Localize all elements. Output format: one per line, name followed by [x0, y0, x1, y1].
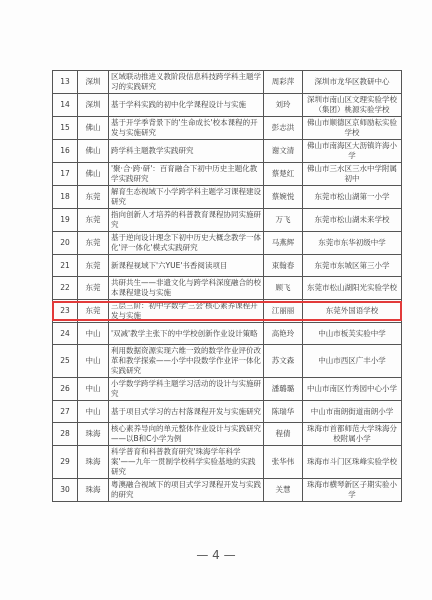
page-number: — 4 —: [196, 548, 236, 562]
table-row: [53, 345, 402, 378]
row-person: 江丽丽: [264, 300, 303, 323]
row-title: 指向创新人才培养的科普教育课程协同实施研究: [109, 209, 264, 232]
row-city: 中山: [78, 378, 109, 401]
row-number: 24: [53, 323, 78, 345]
row-number: 14: [53, 94, 78, 117]
row-school: 佛山市三水区三水中学附属初中: [303, 163, 402, 186]
row-number: 17: [53, 163, 78, 186]
row-title: 区域联动推进义教阶段信息科技跨学科主题学习的实践研究: [109, 71, 264, 94]
row-title: 基于逆向设计理念下初中历史大概念教学一体化'评一体化'模式实践研究: [109, 232, 264, 255]
row-school: 东莞外国语学校: [303, 300, 402, 323]
table-row: [53, 479, 402, 502]
row-title: 基于项目式学习的古村落课程开发与实施研究: [109, 401, 264, 423]
row-title: 解育生态视域下小学跨学科主题学习课程建设研究: [109, 186, 264, 209]
row-number: 18: [53, 186, 78, 209]
row-school: 中山市南朗街道南朗小学: [303, 401, 402, 423]
row-number: 19: [53, 209, 78, 232]
row-title: '双减'教学主张下的中学校创新作业设计策略: [109, 323, 264, 345]
row-city: 东莞: [78, 300, 109, 323]
table-row: [53, 71, 402, 94]
row-title: 基于学科实践的初中化学课程设计与实施: [109, 94, 264, 117]
row-city: 中山: [78, 401, 109, 423]
table-row: [53, 117, 402, 140]
row-person: 束翰春: [264, 255, 303, 277]
table-row: [53, 401, 402, 423]
row-number: 23: [53, 300, 78, 323]
row-school: 珠海市横琴新区子期实验小学: [303, 479, 402, 502]
table-row: [53, 163, 402, 186]
row-person: 陈瑞华: [264, 401, 303, 423]
row-title: 利用数据资源实现六维一致的数学作业评价改革和教学探索——小学中段数学作业评一体化实践研究: [109, 345, 264, 378]
row-city: 珠海: [78, 423, 109, 446]
row-number: 22: [53, 277, 78, 300]
table-row: [53, 423, 402, 446]
row-city: 深圳: [78, 71, 109, 94]
row-number: 13: [53, 71, 78, 94]
row-person: 万飞: [264, 209, 303, 232]
row-school: 中山市西区广丰小学: [303, 345, 402, 378]
row-school: 东莞市松山湖第一小学: [303, 186, 402, 209]
row-number: 21: [53, 255, 78, 277]
row-person: 顾飞: [264, 277, 303, 300]
row-person: 关慧: [264, 479, 303, 502]
row-title: 粤澳融合视域下的项目式学习课程开发与实践的研究: [109, 479, 264, 502]
row-city: 珠海: [78, 446, 109, 479]
row-person: 蔡婉悦: [264, 186, 303, 209]
row-city: 佛山: [78, 117, 109, 140]
row-number: 29: [53, 446, 78, 479]
row-city: 东莞: [78, 232, 109, 255]
row-city: 东莞: [78, 255, 109, 277]
row-city: 东莞: [78, 277, 109, 300]
row-person: 蔡楚红: [264, 163, 303, 186]
table-row: [53, 323, 402, 345]
row-school: 珠海市首都师范大学珠海分校附属小学: [303, 423, 402, 446]
row-number: 28: [53, 423, 78, 446]
table-row: [53, 378, 402, 401]
row-city: 东莞: [78, 209, 109, 232]
row-school: 佛山市南海区大沥镇许海小学: [303, 140, 402, 163]
row-school: 东莞市松山湖阳光实验学校: [303, 277, 402, 300]
row-school: 东莞市松山湖未来学校: [303, 209, 402, 232]
table-row: [53, 186, 402, 209]
row-number: 16: [53, 140, 78, 163]
row-person: 潘璐璐: [264, 378, 303, 401]
row-number: 25: [53, 345, 78, 378]
row-school: 东莞市东华初级中学: [303, 232, 402, 255]
project-table: [52, 70, 402, 502]
row-person: 苏文森: [264, 345, 303, 378]
row-title: 跨学科主题教学实践研究: [109, 140, 264, 163]
row-number: 30: [53, 479, 78, 502]
row-school: 东莞市东城区第三小学: [303, 255, 402, 277]
row-city: 珠海: [78, 479, 109, 502]
row-number: 27: [53, 401, 78, 423]
row-title: 科学普育和科普教育研究'珠海学年科学案'——九年一贯制学校科学实验基地的实践研究: [109, 446, 264, 479]
table-row: [53, 94, 402, 117]
row-city: 东莞: [78, 186, 109, 209]
row-school: 珠海市斗门区珠峰实验学校: [303, 446, 402, 479]
row-city: 佛山: [78, 140, 109, 163]
row-person: 周彩萍: [264, 71, 303, 94]
table-row: [53, 140, 402, 163]
row-city: 中山: [78, 323, 109, 345]
row-title: 小学数学跨学科主题学习活动的设计与实施研究: [109, 378, 264, 401]
row-person: 谢文清: [264, 140, 303, 163]
row-person: 彭志洪: [264, 117, 303, 140]
table-row: [53, 232, 402, 255]
table-row: [53, 255, 402, 277]
row-city: 中山: [78, 345, 109, 378]
row-person: 程倩: [264, 423, 303, 446]
table-row: [53, 277, 402, 300]
row-school: 深圳市龙华区教研中心: [303, 71, 402, 94]
row-title: 新课程视域下'六YUE'书香阅读项目: [109, 255, 264, 277]
row-number: 26: [53, 378, 78, 401]
row-number: 20: [53, 232, 78, 255]
table-row: [53, 446, 402, 479]
row-title: 三层三阶：初中学数学'三会'核心素养课程开发与实施: [109, 300, 264, 323]
row-city: 佛山: [78, 163, 109, 186]
row-person: 张华伟: [264, 446, 303, 479]
row-person: 马燕辉: [264, 232, 303, 255]
table-row: [53, 300, 402, 323]
row-person: 刘玲: [264, 94, 303, 117]
row-school: 深圳市南山区文理实验学校（集团）桃源实验学校: [303, 94, 402, 117]
row-title: 核心素养导向的单元整体作业设计与实践研究——以B和C小学为例: [109, 423, 264, 446]
row-number: 15: [53, 117, 78, 140]
row-school: 中山市南区竹秀园中心小学: [303, 378, 402, 401]
row-title: 共研共生——非遗文化与跨学科深度融合的校本课程建设与实施: [109, 277, 264, 300]
row-person: 高艳玲: [264, 323, 303, 345]
row-title: 基于开学季背景下的'生命成长'校本课程的开发与实施研究: [109, 117, 264, 140]
row-school: 中山市板芙实验中学: [303, 323, 402, 345]
row-city: 深圳: [78, 94, 109, 117]
table-row: [53, 209, 402, 232]
row-school: 佛山市顺德区京师励耘实验学校: [303, 117, 402, 140]
row-title: '聚·合·跨·研'：百育融合下初中历史主题化教学实践研究: [109, 163, 264, 186]
